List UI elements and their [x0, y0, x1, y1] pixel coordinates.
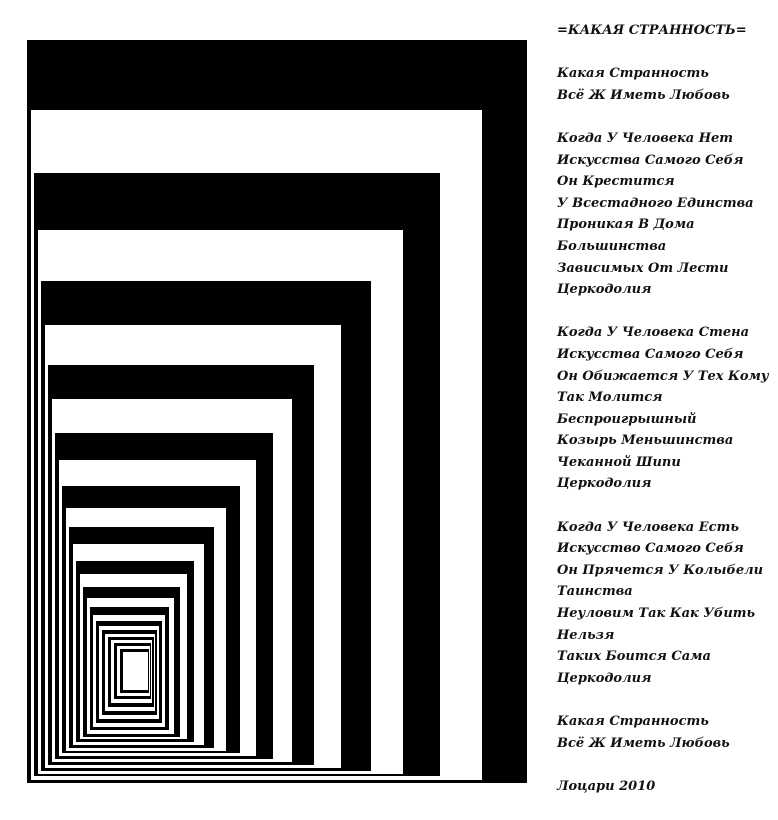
- poem-line: Какая Странность: [557, 714, 709, 729]
- poem-line: Он Обижается У Тех Кому: [557, 368, 769, 384]
- poem-line: Искусство Самого Себя: [557, 541, 744, 557]
- poem-line: Церкодолия: [557, 282, 652, 298]
- poem-signature: Лоцари 2010: [557, 778, 656, 794]
- poem-line: Когда У Человека Есть: [557, 519, 739, 535]
- poem-line: Он Крестится: [557, 174, 675, 190]
- poem-line: Так Молится: [557, 390, 663, 406]
- tunnel-square-30: [123, 652, 148, 690]
- poem-line: Проникая В Дома: [557, 217, 695, 233]
- poem-line: Зависимых От Лести: [557, 260, 729, 276]
- poem-heading: =КАКАЯ СТРАННОСТЬ=: [557, 23, 747, 38]
- poem-line: Он Прячется У Колыбели: [557, 562, 764, 578]
- poem-line: Всё Ж Иметь Любовь: [557, 87, 730, 103]
- poem-line: Всё Ж Иметь Любовь: [557, 735, 730, 751]
- poem-line: У Всестадного Единства: [557, 195, 754, 211]
- poem-line: Искусства Самого Себя: [557, 152, 744, 168]
- poem-line: Нельзя: [557, 627, 615, 643]
- poem-line: Таинства: [557, 584, 633, 600]
- poem-line: Когда У Человека Нет: [557, 130, 734, 146]
- poem-line: Какая Странность: [557, 66, 709, 82]
- poem-line: Козырь Меньшинства: [557, 433, 734, 449]
- poem-line: Церкодолия: [557, 476, 652, 492]
- poem: [557, 20, 772, 797]
- poem-line: Церкодолия: [557, 670, 652, 686]
- poem-line: Чеканной Шипи: [557, 454, 681, 470]
- poem-line: Таких Боится Сама: [557, 649, 711, 665]
- poem-line: Искусства Самого Себя: [557, 346, 744, 362]
- poem-line: Большинства: [557, 238, 667, 254]
- poem-line: Неуловим Так Как Убить: [557, 606, 756, 622]
- poem-line: Когда У Человека Стена: [557, 325, 750, 341]
- poem-line: Беспроигрышный: [557, 411, 697, 427]
